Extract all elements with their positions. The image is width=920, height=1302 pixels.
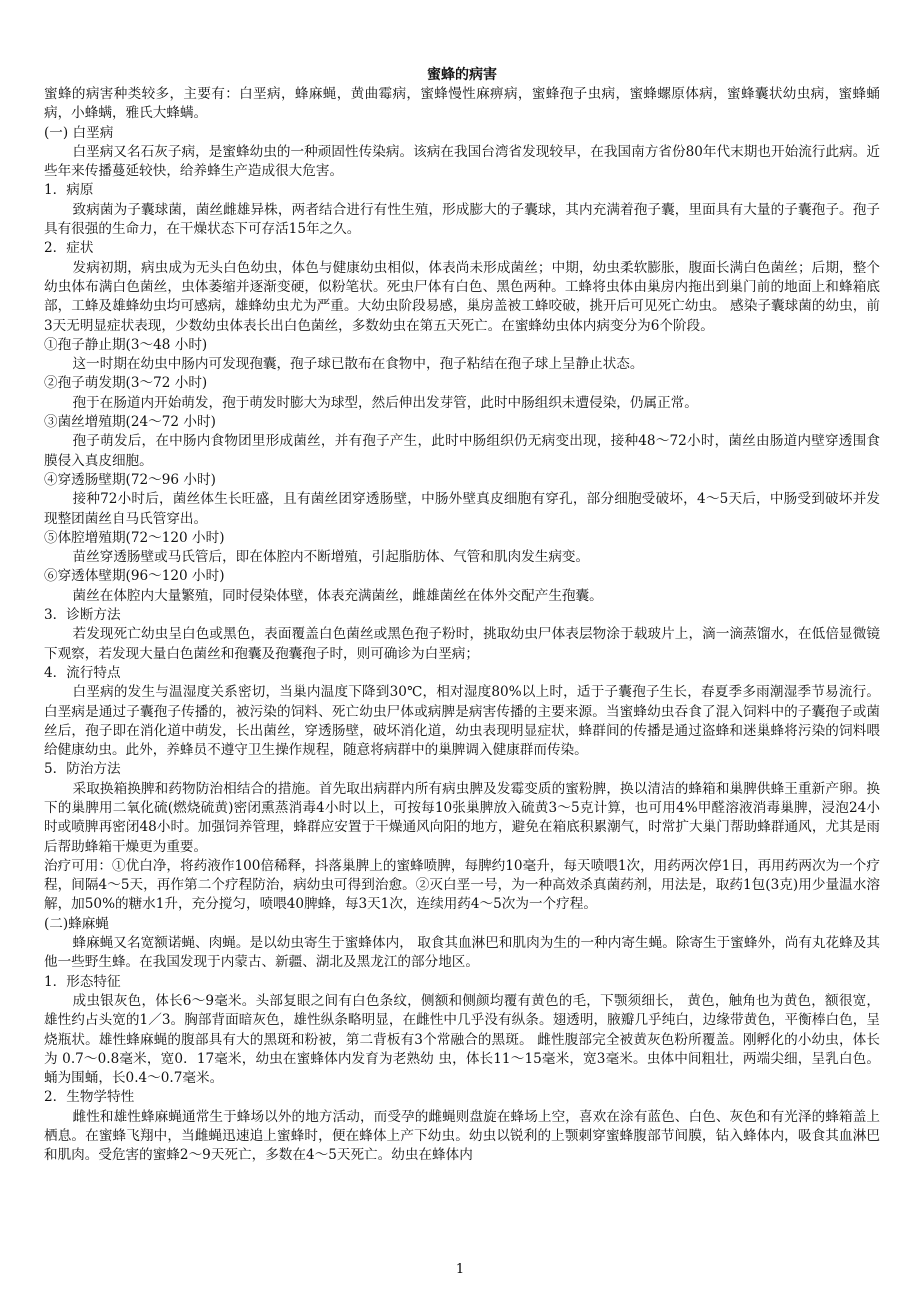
section-heading: 2．症状 [44,240,94,257]
paragraph: 蜜蜂的病害种类较多，主要有：白垩病，蜂麻蝇，黄曲霉病，蜜蜂慢性麻痹病，蜜蜂孢子虫病，蜜蜂螺原体病，蜜蜂囊状幼虫病，蜜蜂蛹病，小蜂螨，雅氏大蜂螨。 [44,86,880,122]
paragraph: 致病菌为子囊球菌，菌丝雌雄异株，两者结合进行有性生殖，形成膨大的子囊球，其内充满着孢子囊，里面具有大量的子囊孢子。孢子具有很强的生命力，在干燥状态下可存活15年之久。 [44,201,880,238]
paragraph: 菌丝在体腔内大量繁殖，同时侵染体壁，体表充满菌丝，雌雄菌丝在体外交配产生孢囊。 [72,587,603,604]
paragraph: 若发现死亡幼虫呈白色或黑色，表面覆盖白色菌丝或黑色孢子粉时，挑取幼虫尸体表层物涂于载玻片上，滴一滴蒸馏水，在低倍显微镜下观察，若发现大量白色菌丝和孢囊及孢囊孢子时，则可确诊为白垩病； [44,626,880,662]
section-heading: 2．生物学特性 [44,1089,135,1106]
paragraph: 采取换箱换脾和药物防治相结合的措施。首先取出病群内所有病虫脾及发霉变质的蜜粉脾，换以清洁的蜂箱和巢脾供蜂王重新产卵。换下的巢脾用二氧化硫(燃烧硫黄)密闭熏蒸消毒4小时以上，可按每10张巢脾放入硫黄3～5克计算，也可用4%甲醛溶液消毒巢脾，浸泡24小时或喷脾再密闭48小时。加强饲养管理，蜂群应安置于干燥通风向阳的地方，避免在箱底积累潮气，时常扩大巢门帮助蜂群通风，尤其是雨后帮助蜂箱干燥更为重要。 [44,780,880,855]
section-heading: ③菌丝增殖期(24～72 小时) [44,414,216,431]
paragraph: 蜂麻蝇又名宽额诺蝇、肉蝇。是以幼虫寄生于蜜蜂体内， 取食其血淋巴和肌肉为生的一种内寄生蝇。除寄生于蜜蜂外，尚有丸花蜂及其他一些野生蜂。在我国发现于内蒙古、新疆、湖北及黑龙江的部分地区。 [44,935,880,971]
paragraph: 接种72小时后，菌丝体生长旺盛，且有菌丝团穿透肠壁，中肠外壁真皮细胞有穿孔，部分细胞受破坏，4～5天后，中肠受到破坏并发现整团菌丝自马氏管穿出。 [44,491,880,527]
paragraph: 雌性和雄性蜂麻蝇通常生于蜂场以外的地方活动，而受孕的雌蝇则盘旋在蜂场上空，喜欢在涂有蓝色、白色、灰色和有光泽的蜂箱盖上栖息。在蜜蜂飞翔中，当雌蝇迅速追上蜜蜂时，便在蜂体上产下幼虫。幼虫以锐利的上颚刺穿蜜蜂腹部节间膜，钻入蜂体内，吸食其血淋巴和肌肉。受危害的蜜蜂2～9天死亡，多数在4～5天死亡。幼虫在蜂体内 [44,1108,880,1164]
section-heading: 1．形态特征 [44,973,121,990]
section-heading: ④穿透肠壁期(72～96 小时) [44,471,216,488]
section-heading: ⑥穿透体壁期(96～120 小时) [44,568,225,585]
section-heading: ⑤体腔增殖期(72～120 小时) [44,529,225,546]
document-title: 蜜蜂的病害 [427,67,497,83]
paragraph: 成虫银灰色，体长6～9毫米。头部复眼之间有白色条纹，侧额和侧颜均覆有黄色的毛，下颚须细长， 黄色，触角也为黄色，额很宽，雄性约占头宽的1／3。胸部背面暗灰色，雄性纵条略明显，在雌性中几乎没有纵条。翅透明，腋瓣几乎纯白，边缘带黄色，平衡棒白色，呈烧瓶状。雄性蜂麻蝇的腹部具有大的黑斑和粉被，第二背板有3个常融合的黑斑。 雌性腹部完全被黄灰色粉所覆盖。刚孵化的小幼虫，体长为 0.7～0.8毫米，宽0．17毫米，幼虫在蜜蜂体内发育为老熟幼 虫，体长11～15毫米，宽3毫米。虫体中间粗壮，两端尖细，呈乳白色。蛹为围蛹，长0.4～0.7毫米。 [44,992,880,1087]
paragraph: 发病初期，病虫成为无头白色幼虫，体色与健康幼虫相似，体表尚未形成菌丝；中期，幼虫柔软膨胀，腹面长满白色菌丝；后期，整个幼虫体布满白色菌丝，虫体萎缩并逐渐变硬，似粉笔状。死虫尸体有白色、黑色两种。工蜂将虫体由巢房内拖出到巢门前的地面上和蜂箱底部，工蜂及雄蜂幼虫均可感病，雄蜂幼虫尤为严重。大幼虫阶段易感，巢房盖被工蜂咬破，挑开后可见死亡幼虫。 感染子囊球菌的幼虫，前3天无明显症状表现，少数幼虫体表长出白色菌丝，多数幼虫在第五天死亡。在蜜蜂幼虫体内病变分为6个阶段。 [44,259,880,334]
section-heading: (一) 白垩病 [44,124,114,141]
section-heading: ①孢子静止期(3～48 小时) [44,336,208,353]
section-heading: 4．流行特点 [44,664,121,681]
paragraph: 苗丝穿透肠壁或马氏管后，即在体腔内不断增殖，引起脂肪体、气管和肌肉发生病变。 [72,549,590,566]
page-number: 1 [455,1262,465,1277]
section-heading: ②孢子萌发期(3～72 小时) [44,375,208,392]
section-heading: 5．防治方法 [44,761,121,778]
document-body [44,85,880,1166]
section-heading: 3．诊断方法 [44,607,121,624]
section-heading: 1．病原 [44,182,94,199]
paragraph: 白垩病的发生与温湿度关系密切，当巢内温度下降到30℃，相对湿度80%以上时，适于子囊孢子生长，春夏季多雨潮湿季节易流行。白垩病是通过子囊孢子传播的，被污染的饲料、死亡幼虫尸体或病脾是病害传播的主要来源。当蜜蜂幼虫吞食了混入饲料中的子囊孢子或菌丝后，孢子即在消化道中萌发，长出菌丝，穿透肠壁，破坏消化道，幼虫表现明显症状，蜂群间的传播是通过盗蜂和迷巢蜂将污染的饲料喂给健康幼虫。此外，养蜂员不遵守卫生操作规程，随意将病群中的巢脾调入健康群而传染。 [44,684,880,759]
paragraph: 孢子萌发后，在中肠内食物团里形成菌丝，并有孢子产生，此时中肠组织仍无病变出现，接种48～72小时，菌丝由肠道内壁穿透围食膜侵入真皮细胞。 [44,433,880,469]
paragraph: 白垩病又名石灰子病，是蜜蜂幼虫的一种顽固性传染病。该病在我国台湾省发现较早，在我国南方省份80年代末期也开始流行此病。近些年来传播蔓延较快，给养蜂生产造成很大危害。 [44,143,880,180]
paragraph: 治疗可用：①优白净，将药液作100倍稀释，抖落巢脾上的蜜蜂喷脾，每脾约10毫升，每天喷喂1次，用药两次停1日，再用药两次为一个疗程，间隔4～5天，再作第二个疗程防治，病幼虫可得到治愈。②灭白垩一号，为一种高效杀真菌药剂，用法是，取药1包(3克)用少量温水溶解，加50%的糖水1升，充分搅匀，喷喂40脾蜂，每3天1次，连续用药4～5次为一个疗程。 [44,857,880,913]
paragraph: 孢于在肠道内开始萌发，孢于萌发时膨大为球型，然后伸出发芽管，此时中肠组织未遭侵染，仍属正常。 [72,394,698,411]
section-heading: (二)蜂麻蝇 [44,915,109,932]
paragraph: 这一时期在幼虫中肠内可发现孢囊，孢子球已散布在食物中，孢子粘结在孢子球上呈静止状态。 [72,356,644,373]
